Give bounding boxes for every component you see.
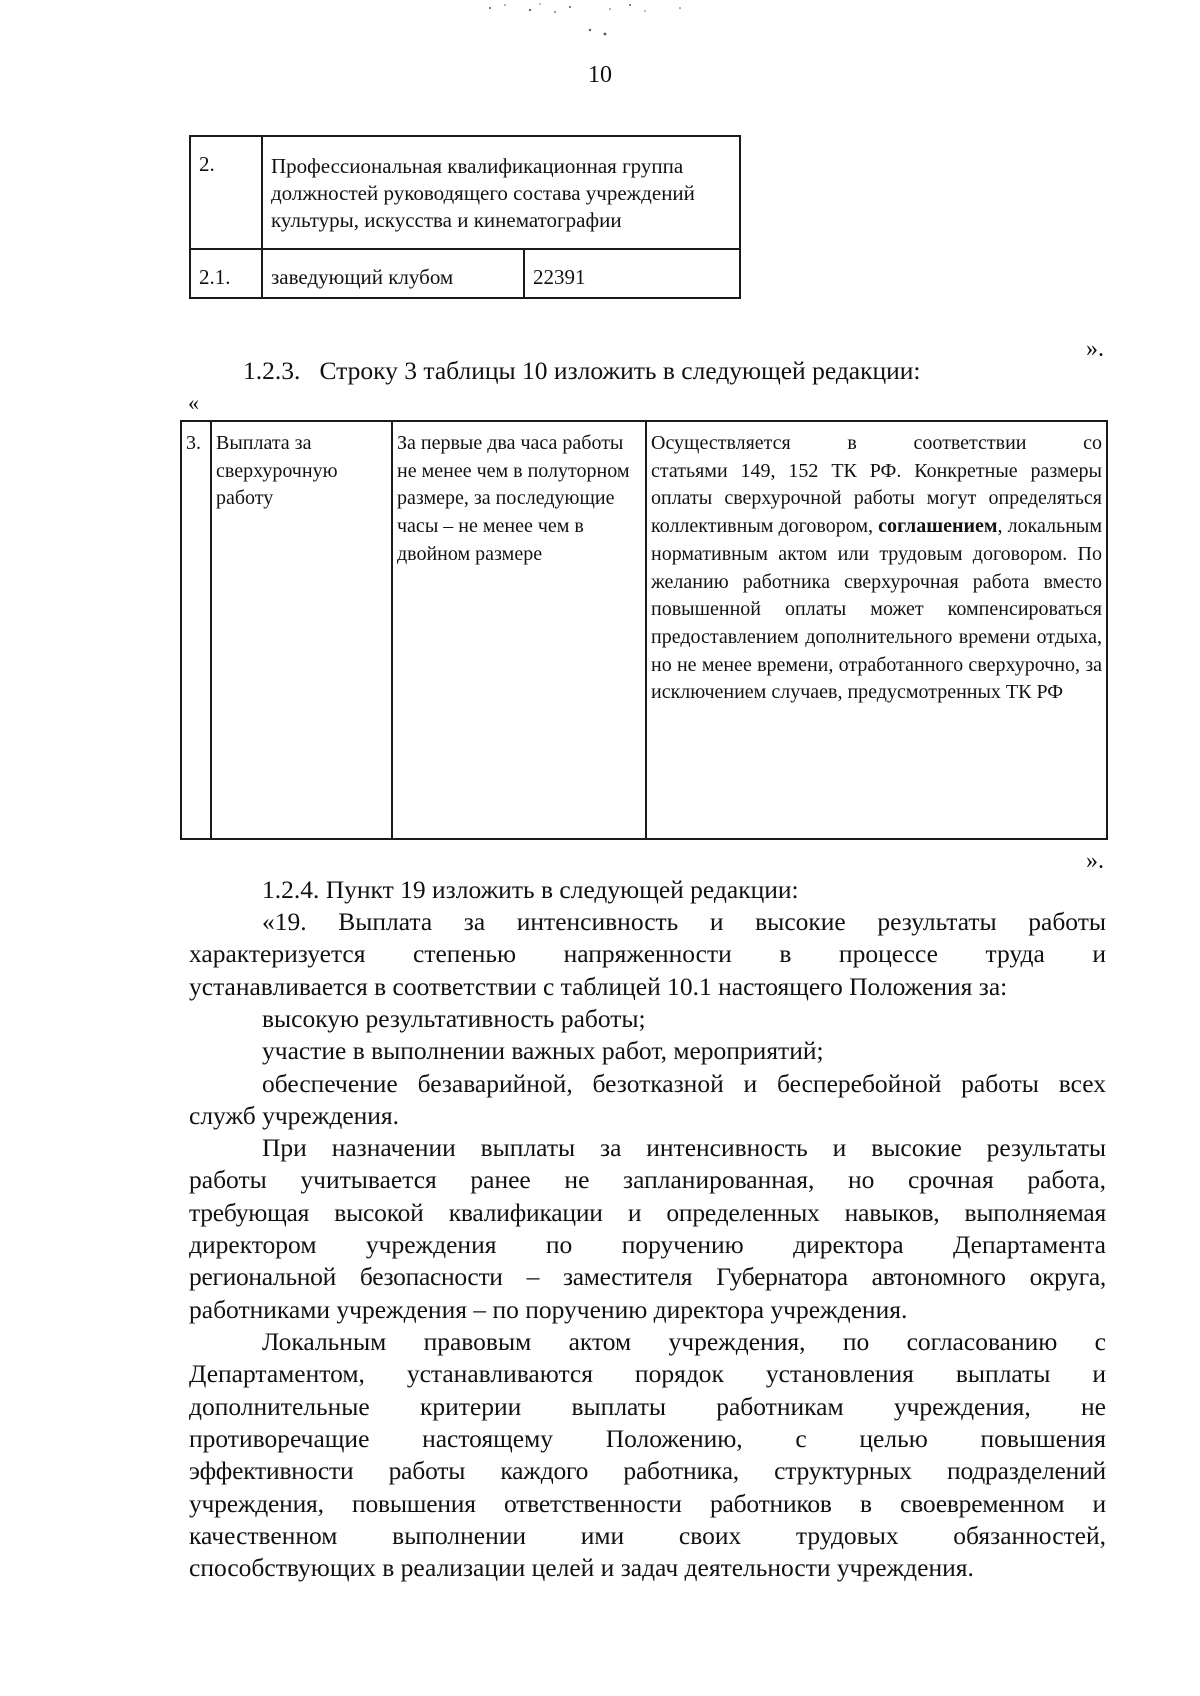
- paragraph-line: требующая высокой квалификации и определенных навыков, выполняемая: [189, 1198, 1106, 1227]
- paragraph-19-line: характеризуется степенью напряженности в процессе труда и: [189, 939, 1106, 968]
- paragraph-line: При назначении выплаты за интенсивность и высокие результаты: [262, 1133, 1106, 1162]
- conditions-first-line: Осуществляется в соответствии со: [651, 432, 1102, 454]
- conditions-text: статьями 149, 152 ТК РФ. Конкретные размеры оплаты сверхурочной работы могут определяться коллективным договором,: [651, 459, 1102, 538]
- paragraph-line: Локальным правовым актом учреждения, по согласованию с: [262, 1327, 1106, 1356]
- paragraph-line: противоречащие настоящему Положению, с целью повышения: [189, 1424, 1106, 1453]
- paragraph-line: директором учреждения по поручению директора Департамента: [189, 1230, 1106, 1259]
- word: за: [463, 907, 486, 936]
- word: Выплата: [338, 907, 433, 936]
- payment-conditions: [646, 421, 1107, 839]
- paragraph-line: работниками учреждения – по поручению директора учреждения.: [189, 1295, 908, 1324]
- paragraph-line: дополнительные критерии выплаты работникам учреждения, не: [189, 1392, 1106, 1421]
- paragraph-line: качественном выполнении ими своих трудовых обязанностей,: [189, 1521, 1106, 1550]
- table-row: [181, 421, 1107, 839]
- word: «19.: [262, 907, 307, 936]
- paragraph-line: учреждения, повышения ответственности работников в своевременном и: [189, 1489, 1106, 1518]
- conditions-bold-term: соглашением: [878, 515, 998, 538]
- payment-name: Выплата за сверхурочную работу: [211, 421, 392, 839]
- payment-amount: За первые два часа работы не менее чем в полуторном размере, за последующие часы – не менее чем в двойном размере: [392, 421, 646, 839]
- word: и: [709, 907, 724, 936]
- position-code: 22391: [524, 249, 740, 298]
- opening-quote: «: [188, 390, 199, 415]
- word: результаты: [877, 907, 997, 936]
- criteria-item: служб учреждения.: [189, 1101, 400, 1130]
- page-number: 10: [588, 62, 612, 88]
- word: высокие: [755, 907, 846, 936]
- row-number: 2.1.: [190, 249, 262, 298]
- closing-quote: ».: [1086, 336, 1104, 362]
- table-row: [190, 136, 740, 249]
- criteria-item: обеспечение безаварийной, безотказной и бесперебойной работы всех: [262, 1069, 1106, 1098]
- row-number: 2.: [190, 136, 262, 249]
- paragraph-line: работы учитывается ранее не запланированная, но срочная работа,: [189, 1165, 1106, 1194]
- conditions-text-continued: , локальным нормативным актом или трудовым договором. По желанию работника сверхурочная работа вместо повышенной оплаты может компенсироваться предоставлением дополнительного времени отдыха, но не менее времени, отработанного сверхурочно, за исключением случаев, предусмотренных ТК РФ: [651, 515, 1102, 704]
- paragraph-line: региональной безопасности – заместителя Губернатора автономного округа,: [189, 1262, 1106, 1291]
- section-1-2-4: 1.2.4. Пункт 19 изложить в следующей редакции:: [262, 875, 799, 904]
- row-number: 3.: [181, 421, 211, 839]
- scan-artifact: [470, 0, 770, 40]
- closing-quote: ».: [1086, 848, 1104, 874]
- section-1-2-3: 1.2.3. Строку 3 таблицы 10 изложить в следующей редакции:: [243, 356, 921, 385]
- word: интенсивность: [516, 907, 679, 936]
- paragraph-line: Департаментом, устанавливаются порядок установления выплаты и: [189, 1359, 1106, 1388]
- criteria-item: высокую результативность работы;: [262, 1004, 646, 1033]
- position-name: заведующий клубом: [262, 249, 524, 298]
- table-row: [190, 249, 740, 298]
- qualification-table: [189, 135, 741, 299]
- paragraph-line: способствующих в реализации целей и задач деятельности учреждения.: [189, 1553, 974, 1582]
- paragraph-19-line: устанавливается в соответствии с таблицей 10.1 настоящего Положения за:: [189, 972, 1008, 1001]
- group-title: Профессиональная квалификационная группа должностей руководящего состава учреждений культуры, искусства и кинематографии: [262, 136, 740, 249]
- word: работы: [1028, 907, 1106, 936]
- paragraph-line: эффективности работы каждого работника, структурных подразделений: [189, 1456, 1106, 1485]
- table-10-row-3: [180, 420, 1108, 840]
- paragraph-19-line: [262, 907, 1106, 937]
- criteria-item: участие в выполнении важных работ, мероприятий;: [262, 1036, 824, 1065]
